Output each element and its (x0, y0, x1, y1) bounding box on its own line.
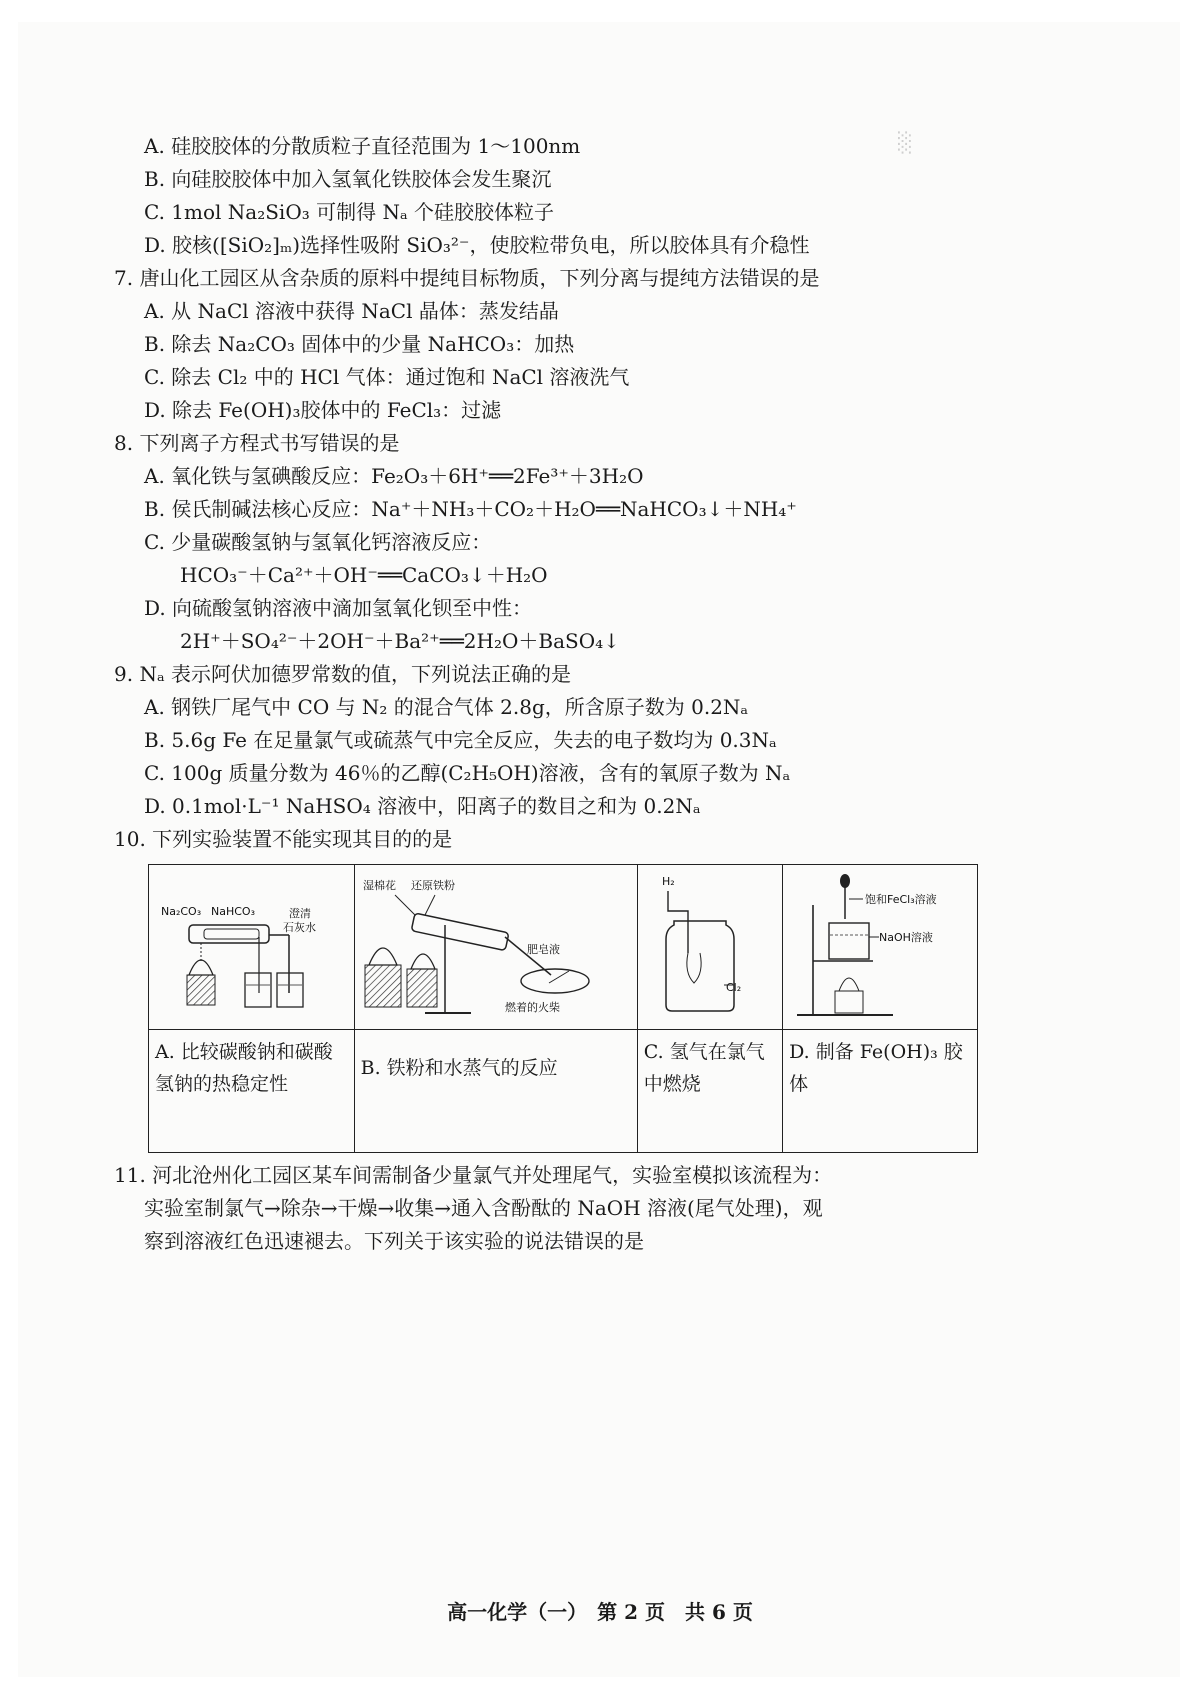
label-na2co3: Na₂CO₃ (161, 905, 202, 918)
q10-stem: 10. 下列实验装置不能实现其目的的是 (114, 827, 453, 851)
label-cl2: Cl₂ (725, 981, 741, 994)
caption-b: B. 铁粉和水蒸气的反应 (354, 1030, 637, 1153)
q8-option-c-equation: HCO₃⁻＋Ca²⁺＋OH⁻══CaCO₃↓＋H₂O (180, 563, 548, 587)
question-content (114, 130, 1014, 1258)
page-footer: 高一化学（一） 第 2 页 共 6 页 (447, 1600, 753, 1624)
q6-option-a: A. 硅胶胶体的分散质粒子直径范围为 1～100nm (144, 134, 581, 158)
label-naoh-solution: NaOH溶液 (879, 931, 934, 944)
label-soap-solution: 肥皂液 (526, 943, 560, 956)
q6-option-b: B. 向硅胶胶体中加入氢氧化铁胶体会发生聚沉 (144, 167, 552, 191)
figure-c-h2-in-cl2 (637, 865, 782, 1030)
label-nahco3: NaHCO₃ (211, 905, 255, 918)
q7-option-d: D. 除去 Fe(OH)₃胶体中的 FeCl₃：过滤 (144, 398, 502, 422)
q6-option-d: D. 胶核([SiO₂]ₘ)选择性吸附 SiO₃²⁻，使胶粒带负电，所以胶体具有介稳性 (144, 233, 810, 257)
bleed-through-text: ░ (898, 132, 913, 154)
q8-option-d: D. 向硫酸氢钠溶液中滴加氢氧化钡至中性： (144, 596, 533, 620)
q6-option-c: C. 1mol Na₂SiO₃ 可制得 Nₐ 个硅胶胶体粒子 (144, 200, 555, 224)
q10-apparatus-table (148, 864, 978, 1153)
q7-option-c: C. 除去 Cl₂ 中的 HCl 气体：通过饱和 NaCl 溶液洗气 (144, 365, 630, 389)
q8-stem: 8. 下列离子方程式书写错误的是 (114, 431, 400, 455)
label-h2: H₂ (661, 875, 675, 888)
label-fecl3-solution: 饱和FeCl₃溶液 (865, 893, 937, 906)
figure-d-fe-oh3-colloid (783, 865, 978, 1030)
q8-option-a: A. 氧化铁与氢碘酸反应：Fe₂O₃＋6H⁺══2Fe³⁺＋3H₂O (144, 464, 644, 488)
label-burning-match: 燃着的火柴 (504, 1001, 560, 1014)
exam-page (18, 22, 1180, 1677)
q9-option-d: D. 0.1mol·L⁻¹ NaHSO₄ 溶液中，阳离子的数目之和为 0.2Nₐ (144, 794, 701, 818)
q7-option-b: B. 除去 Na₂CO₃ 固体中的少量 NaHCO₃：加热 (144, 332, 575, 356)
figure-a-thermal-stability (149, 865, 355, 1030)
caption-a: A. 比较碳酸钠和碳酸氢钠的热稳定性 (149, 1030, 355, 1153)
caption-d: D. 制备 Fe(OH)₃ 胶体 (783, 1030, 978, 1153)
label-iron-powder: 还原铁粉 (410, 879, 455, 892)
q8-option-d-equation: 2H⁺＋SO₄²⁻＋2OH⁻＋Ba²⁺══2H₂O＋BaSO₄↓ (180, 629, 620, 653)
q11-line-2: 实验室制氯气→除杂→干燥→收集→通入含酚酞的 NaOH 溶液(尾气处理)，观 (144, 1196, 823, 1220)
label-limewater-2: 石灰水 (283, 921, 316, 934)
q11-line-1: 11. 河北沧州化工园区某车间需制备少量氯气并处理尾气，实验室模拟该流程为： (114, 1163, 833, 1187)
q9-stem: 9. Nₐ 表示阿伏加德罗常数的值，下列说法正确的是 (114, 662, 572, 686)
label-limewater-1: 澄清 (289, 907, 311, 920)
q8-option-b: B. 侯氏制碱法核心反应：Na⁺＋NH₃＋CO₂＋H₂O══NaHCO₃↓＋NH₄⁺ (144, 497, 797, 521)
caption-c: C. 氢气在氯气中燃烧 (637, 1030, 782, 1153)
q11-line-3: 察到溶液红色迅速褪去。下列关于该实验的说法错误的是 (144, 1229, 644, 1253)
figure-b-iron-steam (354, 865, 637, 1030)
q9-option-a: A. 钢铁厂尾气中 CO 与 N₂ 的混合气体 2.8g，所含原子数为 0.2Nₐ (144, 695, 749, 719)
q7-stem: 7. 唐山化工园区从含杂质的原料中提纯目标物质，下列分离与提纯方法错误的是 (114, 266, 820, 290)
q7-option-a: A. 从 NaCl 溶液中获得 NaCl 晶体：蒸发结晶 (144, 299, 559, 323)
q9-option-c: C. 100g 质量分数为 46％的乙醇(C₂H₅OH)溶液，含有的氧原子数为 Nₐ (144, 761, 791, 785)
q8-option-c: C. 少量碳酸氢钠与氢氧化钙溶液反应： (144, 530, 492, 554)
q9-option-b: B. 5.6g Fe 在足量氯气或硫蒸气中完全反应，失去的电子数均为 0.3Nₐ (144, 728, 777, 752)
label-wet-cotton: 湿棉花 (362, 879, 396, 892)
